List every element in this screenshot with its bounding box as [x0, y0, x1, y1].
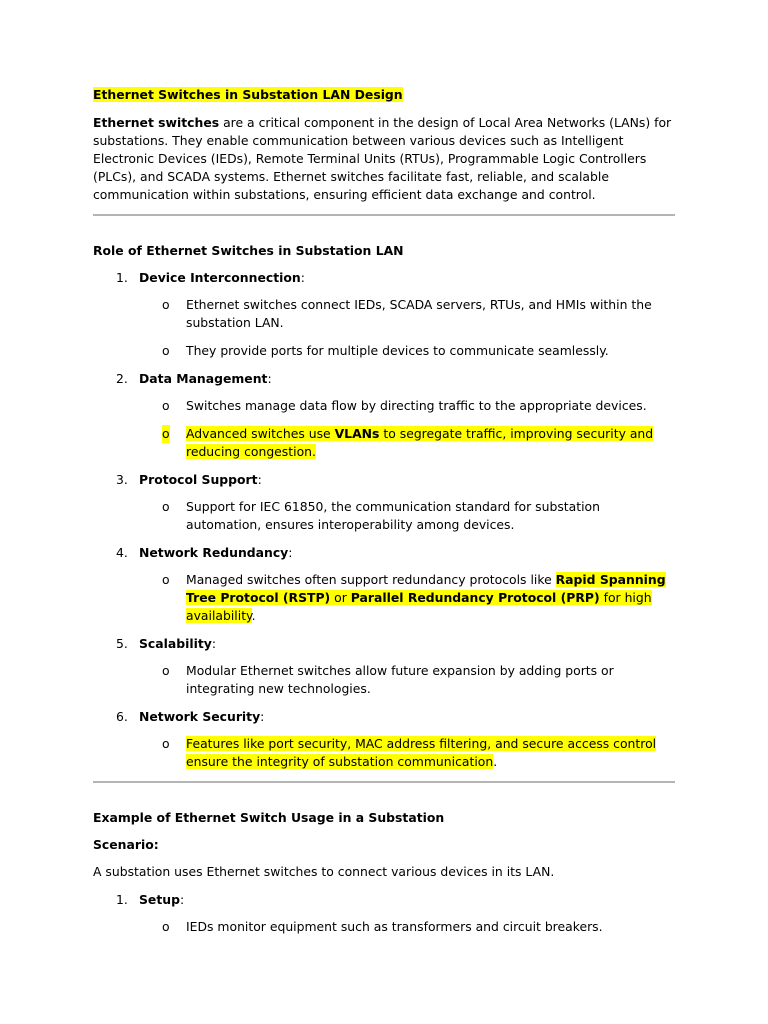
list-item-protocol-support: 3. Protocol Support:: [116, 472, 262, 487]
bullet-item: o Managed switches often support redundancy protocols like Rapid Spanning Tree Protocol (RSTP) or Parallel Redundancy Protocol (PRP) for high availability.: [162, 572, 666, 623]
scenario-label: Scenario:: [93, 837, 159, 852]
section-heading-example: Example of Ethernet Switch Usage in a Substation: [93, 810, 445, 825]
list-item-setup: 1. Setup:: [116, 892, 185, 907]
list-item-scalability: 5. Scalability:: [116, 636, 217, 651]
section-divider: [93, 214, 675, 216]
bullet-item-highlighted: o Advanced switches use VLANs to segregate traffic, improving security and reducing congestion.: [162, 426, 654, 459]
list-item-device-interconnection: 1. Device Interconnection:: [116, 270, 305, 285]
document-title: Ethernet Switches in Substation LAN Design: [93, 87, 403, 102]
section-heading-role: Role of Ethernet Switches in Substation LAN: [93, 243, 404, 258]
bullet-item: o Ethernet switches connect IEDs, SCADA servers, RTUs, and HMIs within the substation LAN.: [162, 297, 652, 330]
bullet-item: o IEDs monitor equipment such as transformers and circuit breakers.: [162, 919, 603, 934]
list-item-network-redundancy: 4. Network Redundancy:: [116, 545, 293, 560]
bullet-item: o Switches manage data flow by directing traffic to the appropriate devices.: [162, 398, 647, 413]
section-divider: [93, 781, 675, 783]
bullet-item: o They provide ports for multiple devices to communicate seamlessly.: [162, 343, 609, 358]
intro-paragraph: Ethernet switches are a critical component in the design of Local Area Networks (LANs) for substations. They enable communication between various devices such as Intelligent Electronic Devices (IEDs), Remote Terminal Units (RTUs), Programmable Logic Controllers (PLCs), and SCADA systems. Ethernet switches facilitate fast, reliable, and scalable communication within substations, ensuring efficient data exchange and control.: [93, 115, 672, 202]
document-body: [93, 86, 675, 946]
list-item-data-management: 2. Data Management:: [116, 371, 272, 386]
list-item-network-security: 6. Network Security:: [116, 709, 265, 724]
bullet-item: o Modular Ethernet switches allow future expansion by adding ports or integrating new technologies.: [162, 663, 614, 696]
bullet-item: o Support for IEC 61850, the communication standard for substation automation, ensures interoperability among devices.: [162, 499, 600, 532]
scenario-text: A substation uses Ethernet switches to connect various devices in its LAN.: [93, 864, 555, 879]
bullet-item-highlighted: o Features like port security, MAC address filtering, and secure access control ensure the integrity of substation communication.: [162, 736, 657, 769]
